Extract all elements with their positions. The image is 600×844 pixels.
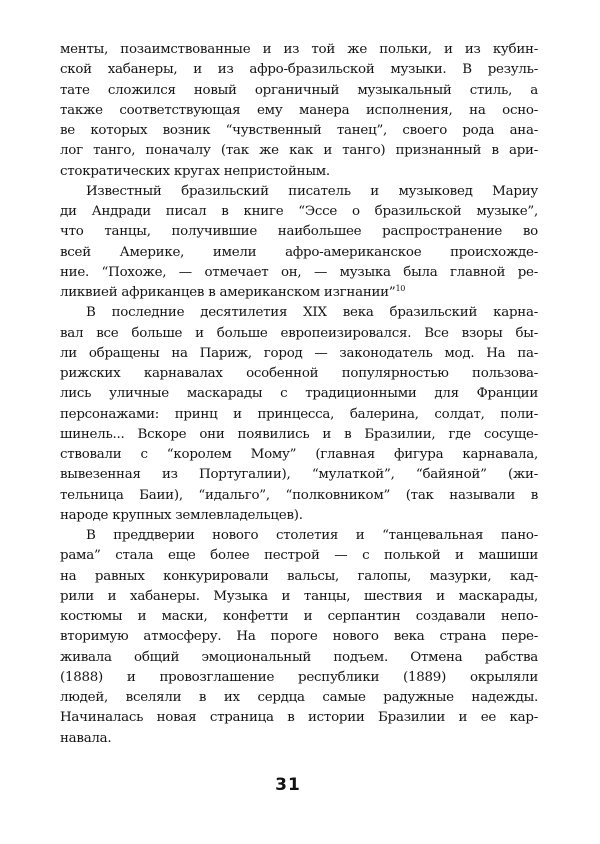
text-line: Известный бразильский писатель и музыковед Мариу: [86, 183, 538, 199]
text-line: лись уличные маскарады с традиционными для Франции: [60, 386, 538, 402]
text-line: шинель... Вскоре они появились и в Бразилии, где сосуще-: [60, 426, 538, 442]
text-line: вал все больше и больше европеизировался. Все взоры бы-: [60, 325, 538, 341]
paragraph-3: [60, 303, 538, 526]
text-line: живала общий эмоциональный подъем. Отмена рабства: [60, 649, 538, 665]
footnote-marker: 10: [395, 284, 406, 293]
text-line: вторимую атмосферу. На пороге нового века страна пере-: [60, 629, 538, 645]
text-line: тате сложился новый органичный музыкальный стиль, а: [60, 82, 538, 98]
text-line: также соответствующая ему манера исполнения, на осно-: [60, 102, 538, 118]
text-line: ди Андради писал в книге “Эссе о бразильской музыке”,: [60, 204, 538, 219]
text-line: что танцы, получившие наибольшее распространение во: [60, 224, 538, 240]
text-line: ли обращены на Париж, город — законодатель мод. На па-: [60, 345, 538, 361]
text-line: людей, вселяли в их сердца самые радужные надежды.: [60, 690, 538, 705]
text-line: ликвией африканцев в американском изгнании”: [60, 285, 396, 300]
page-body: [60, 40, 538, 749]
text-line: лог танго, поначалу (так же как и танго) признанный в ари-: [60, 143, 538, 159]
paragraph-2: [60, 182, 538, 304]
text-line: ве которых возник “чувственный танец”, своего рода ана-: [60, 123, 538, 138]
page-number: 31: [275, 775, 301, 795]
text-line: на равных конкурировали вальсы, галопы, мазурки, кад-: [60, 568, 538, 584]
text-line: В преддверии нового столетия и “танцевальная пано-: [86, 528, 538, 543]
paragraph-4: [60, 526, 538, 749]
text-line: народе крупных землевладельцев).: [60, 507, 303, 523]
text-line: персонажами: принц и принцесса, балерина, солдат, поли-: [60, 406, 538, 422]
text-line: В последние десятилетия XIX века бразильский карна-: [86, 305, 538, 321]
text-line: (1888) и провозглашение республики (1889) окрыляли: [60, 669, 538, 685]
text-line: всей Америке, имели афро-американское происхожде-: [60, 244, 538, 260]
text-line: ние. “Похоже, — отмечает он, — музыка была главной ре-: [60, 264, 538, 280]
text-line: рама” стала еще более пестрой — с полькой и машиши: [60, 548, 538, 564]
paragraph-1: [60, 40, 538, 182]
text-line-with-footnote: [60, 283, 538, 303]
text-line: навала.: [60, 730, 112, 746]
text-line: рили и хабанеры. Музыка и танцы, шествия и маскарады,: [60, 588, 538, 604]
text-line: менты, позаимствованные и из той же польки, и из кубин-: [60, 42, 538, 57]
text-line: рижских карнавалах особенной популярностью пользова-: [60, 366, 538, 381]
text-line: ской хабанеры, и из афро-бразильской музыки. В резуль-: [60, 62, 538, 78]
text-line: костюмы и маски, конфетти и серпантин создавали непо-: [60, 609, 538, 624]
text-line: ствовали с “королем Мому” (главная фигура карнавала,: [60, 447, 538, 462]
text-line: тельница Баии), “идальго”, “полковником” (так называли в: [60, 487, 538, 503]
text-line: вывезенная из Португалии), “мулаткой”, “байяной” (жи-: [60, 467, 538, 483]
text-line: стократических кругах непристойным.: [60, 163, 330, 179]
text-line: Начиналась новая страница в истории Бразилии и ее кар-: [60, 710, 538, 726]
